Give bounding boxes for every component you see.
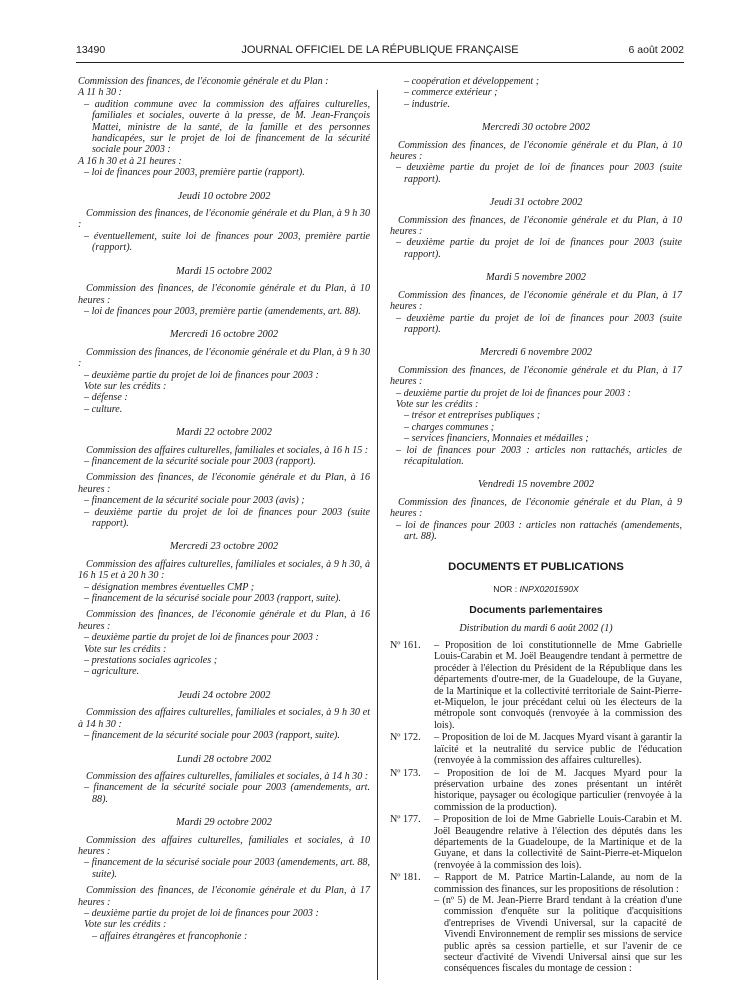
day-heading: Lundi 28 octobre 2002	[176, 753, 272, 765]
day-heading: Mercredi 16 octobre 2002	[169, 329, 279, 341]
vote-item: – industrie.	[404, 98, 450, 110]
commission-line: Commission des finances, de l'économie générale et du Plan, à 17 heures :	[78, 885, 370, 908]
agenda-item: – loi de finances pour 2003 : articles non rattachés, articles de récapitulation.	[396, 444, 682, 467]
commission-line: Commission des finances, de l'économie générale et du Plan, à 9 heures :	[390, 496, 682, 520]
day-heading: Mardi 15 octobre 2002	[176, 265, 272, 277]
agenda-item: – deuxième partie du projet de loi de finances pour 2003 (suite rapport).	[396, 162, 682, 185]
commission-line: Commission des affaires culturelles, familiales et sociales, à 9 h 30 et à 14 h 30 :	[78, 707, 370, 730]
page-number: 13490	[76, 44, 106, 56]
agenda-item: – financement de la sécurité sociale pour 2003 (rapport).	[84, 455, 316, 467]
commission-line: Commission des affaires culturelles, familiales et sociales, à 14 h 30 :	[86, 770, 369, 782]
entry-number: Nº 181.	[390, 872, 421, 884]
entry-number: Nº 173.	[390, 767, 421, 779]
agenda-item: – deuxième partie du projet de loi de finances pour 2003 :	[84, 632, 319, 644]
nor-label: NOR :	[493, 583, 518, 594]
agenda-item: – deuxième partie du projet de loi de finances pour 2003 (suite rapport).	[396, 312, 682, 335]
entry-text: – Proposition de loi de M. Jacques Myard pour la préservation urbaine des zones présentant un intérêt historique, paysager ou écologique particulier (renvoyée à la commission de la production).	[434, 767, 682, 813]
entry-text: – Rapport de M. Patrice Martin-Lalande, au nom de la commission des finances, sur les propositions de résolution :	[434, 872, 682, 895]
header-rule	[76, 62, 684, 63]
vote-item: – affaires étrangères et francophonie :	[92, 930, 248, 942]
commission-line: Commission des finances, de l'économie générale et du Plan :	[78, 76, 329, 87]
commission-line: Commission des finances, de l'économie générale et du Plan, à 10 heures :	[390, 139, 682, 163]
journal-title: JOURNAL OFFICIEL DE LA RÉPUBLIQUE FRANÇAISE	[241, 44, 519, 56]
entry-text: – Proposition de loi de Mme Gabrielle Louis-Carabin et M. Joël Beaugendre relative à l'élection des députés dans les départements de la Guadeloupe, de la Martinique et de la Guyane, et dans la collectivité de Saint-Pierre-et-Miquelon (renvoyée à la commission des lois).	[434, 814, 682, 871]
commission-line: Commission des affaires culturelles, familiales et sociales, à 10 heures :	[78, 834, 370, 857]
agenda-item: – deuxième partie du projet de loi de finances pour 2003 :	[396, 387, 631, 399]
time-line: A 11 h 30 :	[78, 87, 122, 99]
vote-item: – coopération et développement ;	[404, 76, 540, 87]
agenda-item: – financement de la sécurisé sociale pour 2003 (rapport, suite).	[84, 593, 342, 605]
agenda-item: – deuxième partie du projet de loi de finances pour 2003 (suite rapport).	[84, 506, 370, 529]
commission-line: Commission des finances, de l'économie générale et du Plan, à 17 heures :	[390, 289, 682, 313]
vote-label: Vote sur les crédits :	[84, 919, 167, 931]
distribution-line: Distribution du mardi 6 août 2002 (1)	[459, 622, 613, 634]
page-header	[76, 44, 684, 60]
entry-text: – Proposition de loi de M. Jacques Myard visant à garantir la laïcité et la neutralité du service public de l'éducation (renvoyée à la commission des affaires culturelles).	[434, 732, 682, 767]
commission-line: Commission des finances, de l'économie générale et du Plan, à 9 h 30 :	[78, 208, 370, 231]
day-heading: Mercredi 6 novembre 2002	[479, 347, 593, 359]
section-heading: DOCUMENTS ET PUBLICATIONS	[448, 561, 624, 574]
commission-line: Commission des finances, de l'économie générale et du Plan, à 9 h 30 :	[78, 346, 370, 370]
vote-item: – charges communes ;	[404, 421, 495, 433]
commission-line: Commission des finances, de l'économie générale et du Plan, à 16 heures :	[78, 609, 370, 632]
issue-date: 6 août 2002	[628, 44, 684, 56]
vote-item: – agriculture.	[84, 666, 140, 678]
vote-label: Vote sur les crédits :	[84, 643, 167, 655]
agenda-item: – loi de finances pour 2003, première partie (amendements, art. 88).	[84, 305, 361, 317]
day-heading: Mardi 5 novembre 2002	[486, 272, 586, 284]
agenda-item: – financement de la sécurité sociale pour 2003 (rapport, suite).	[84, 730, 340, 742]
day-heading: Jeudi 24 octobre 2002	[177, 689, 271, 701]
entry-text: – Proposition de loi constitutionnelle de Mme Gabrielle Louis-Carabin et M. Joël Beaugendre tendant à permettre de procéder à l'élection du Président de la République dans les départements d'outre-mer, de la Guadeloupe, de la Guyane, de la Martinique et la collectivité territoriale de Saint-Pierre-et-Miquelon, le jour précédant celui où les électeurs de la métropole sont convoqués (renvoyée à la commission des lois).	[434, 640, 682, 731]
day-heading: Jeudi 31 octobre 2002	[489, 197, 583, 209]
entry-number: Nº 177.	[390, 814, 421, 826]
agenda-item: – deuxième partie du projet de loi de finances pour 2003 (suite rapport).	[396, 237, 682, 260]
vote-label: Vote sur les crédits :	[396, 398, 479, 410]
commission-line: Commission des affaires culturelles, familiales et sociales, à 16 h 15 :	[86, 444, 369, 456]
day-heading: Jeudi 10 octobre 2002	[177, 190, 271, 202]
vote-item: – trésor et entreprises publiques ;	[404, 410, 541, 422]
agenda-item: – deuxième partie du projet de loi de finances pour 2003 :	[84, 369, 319, 381]
vote-item: – prestations sociales agricoles ;	[84, 655, 218, 667]
agenda-item: – loi de finances pour 2003, première partie (rapport).	[84, 167, 305, 179]
commission-line: Commission des finances, de l'économie générale et du Plan, à 10 heures :	[390, 214, 682, 238]
vote-item: – services financiers, Monnaies et médailles ;	[404, 433, 589, 445]
time-line: A 16 h 30 et à 21 heures :	[78, 155, 182, 167]
document-entry	[390, 732, 682, 766]
agenda-item: – financement de la sécurité sociale pour 2003 (avis) ;	[84, 495, 305, 507]
day-heading: Mercredi 23 octobre 2002	[169, 541, 279, 553]
subsection-heading: Documents parlementaires	[469, 605, 603, 617]
day-heading: Mardi 29 octobre 2002	[176, 817, 272, 829]
commission-line: Commission des finances, de l'économie générale et du Plan, à 17 heures :	[390, 364, 682, 388]
agenda-item: – deuxième partie du projet de loi de finances pour 2003 :	[84, 907, 319, 919]
document-entry	[390, 640, 682, 731]
column-divider	[377, 90, 378, 980]
document-entry	[390, 768, 682, 814]
vote-item: – culture.	[84, 403, 123, 415]
commission-line: Commission des finances, de l'économie générale et du Plan, à 10 heures :	[78, 283, 370, 306]
document-entry	[390, 872, 682, 975]
vote-label: Vote sur les crédits :	[84, 380, 167, 392]
agenda-item: – financement de la sécurité sociale pour 2003 (amendements, art. 88).	[84, 782, 370, 805]
agenda-item: – loi de finances pour 2003 : articles non rattachés (amendements, art. 88).	[396, 519, 682, 542]
day-heading: Vendredi 15 novembre 2002	[477, 479, 595, 491]
entry-number: Nº 172.	[390, 732, 421, 744]
right-column	[390, 76, 682, 976]
agenda-item: – désignation membres éventuelles CMP ;	[84, 581, 255, 593]
commission-line: Commission des affaires culturelles, familiales et sociales, à 9 h 30, à 16 h 15 et à 20 h 30 :	[78, 558, 370, 582]
commission-line: Commission des finances, de l'économie générale et du Plan, à 16 heures :	[78, 472, 370, 495]
nor-value: INPX0201590X	[519, 583, 579, 594]
agenda-item: – audition commune avec la commission des affaires culturelles, familiales et sociales, ouverte à la presse, de M. Jean-François Mattei, ministre de la santé, de la famille et des personnes handicapées, sur le projet de loi de financement de la sécurité sociale pour 2003 :	[84, 98, 370, 156]
day-heading: Mercredi 30 octobre 2002	[481, 122, 591, 134]
agenda-item: – éventuellement, suite loi de finances pour 2003, première partie (rapport).	[84, 230, 370, 254]
entry-subitem: – (nº 5) de M. Jean-Pierre Brard tendant à la création d'une commission d'enquête sur la politique d'acquisitions d'entreprises de Vivendi Universal, sur la capacité de Vivendi Environnement de remplir ses missions de service public après sa cession partielle, et sur l'avenir de ce secteur d'activité de Vivendi Universal ainsi que sur les conséquences fiscales du montage de cession :	[434, 894, 682, 975]
nor-reference	[390, 584, 682, 595]
day-heading: Mardi 22 octobre 2002	[176, 427, 272, 439]
vote-item: – défense :	[84, 392, 128, 404]
entry-number: Nº 161.	[390, 640, 421, 652]
vote-item: – commerce extérieur ;	[404, 87, 498, 99]
agenda-item: – financement de la sécurisé sociale pour 2003 (amendements, art. 88, suite).	[84, 857, 370, 880]
document-entry	[390, 814, 682, 871]
left-column	[78, 76, 370, 942]
